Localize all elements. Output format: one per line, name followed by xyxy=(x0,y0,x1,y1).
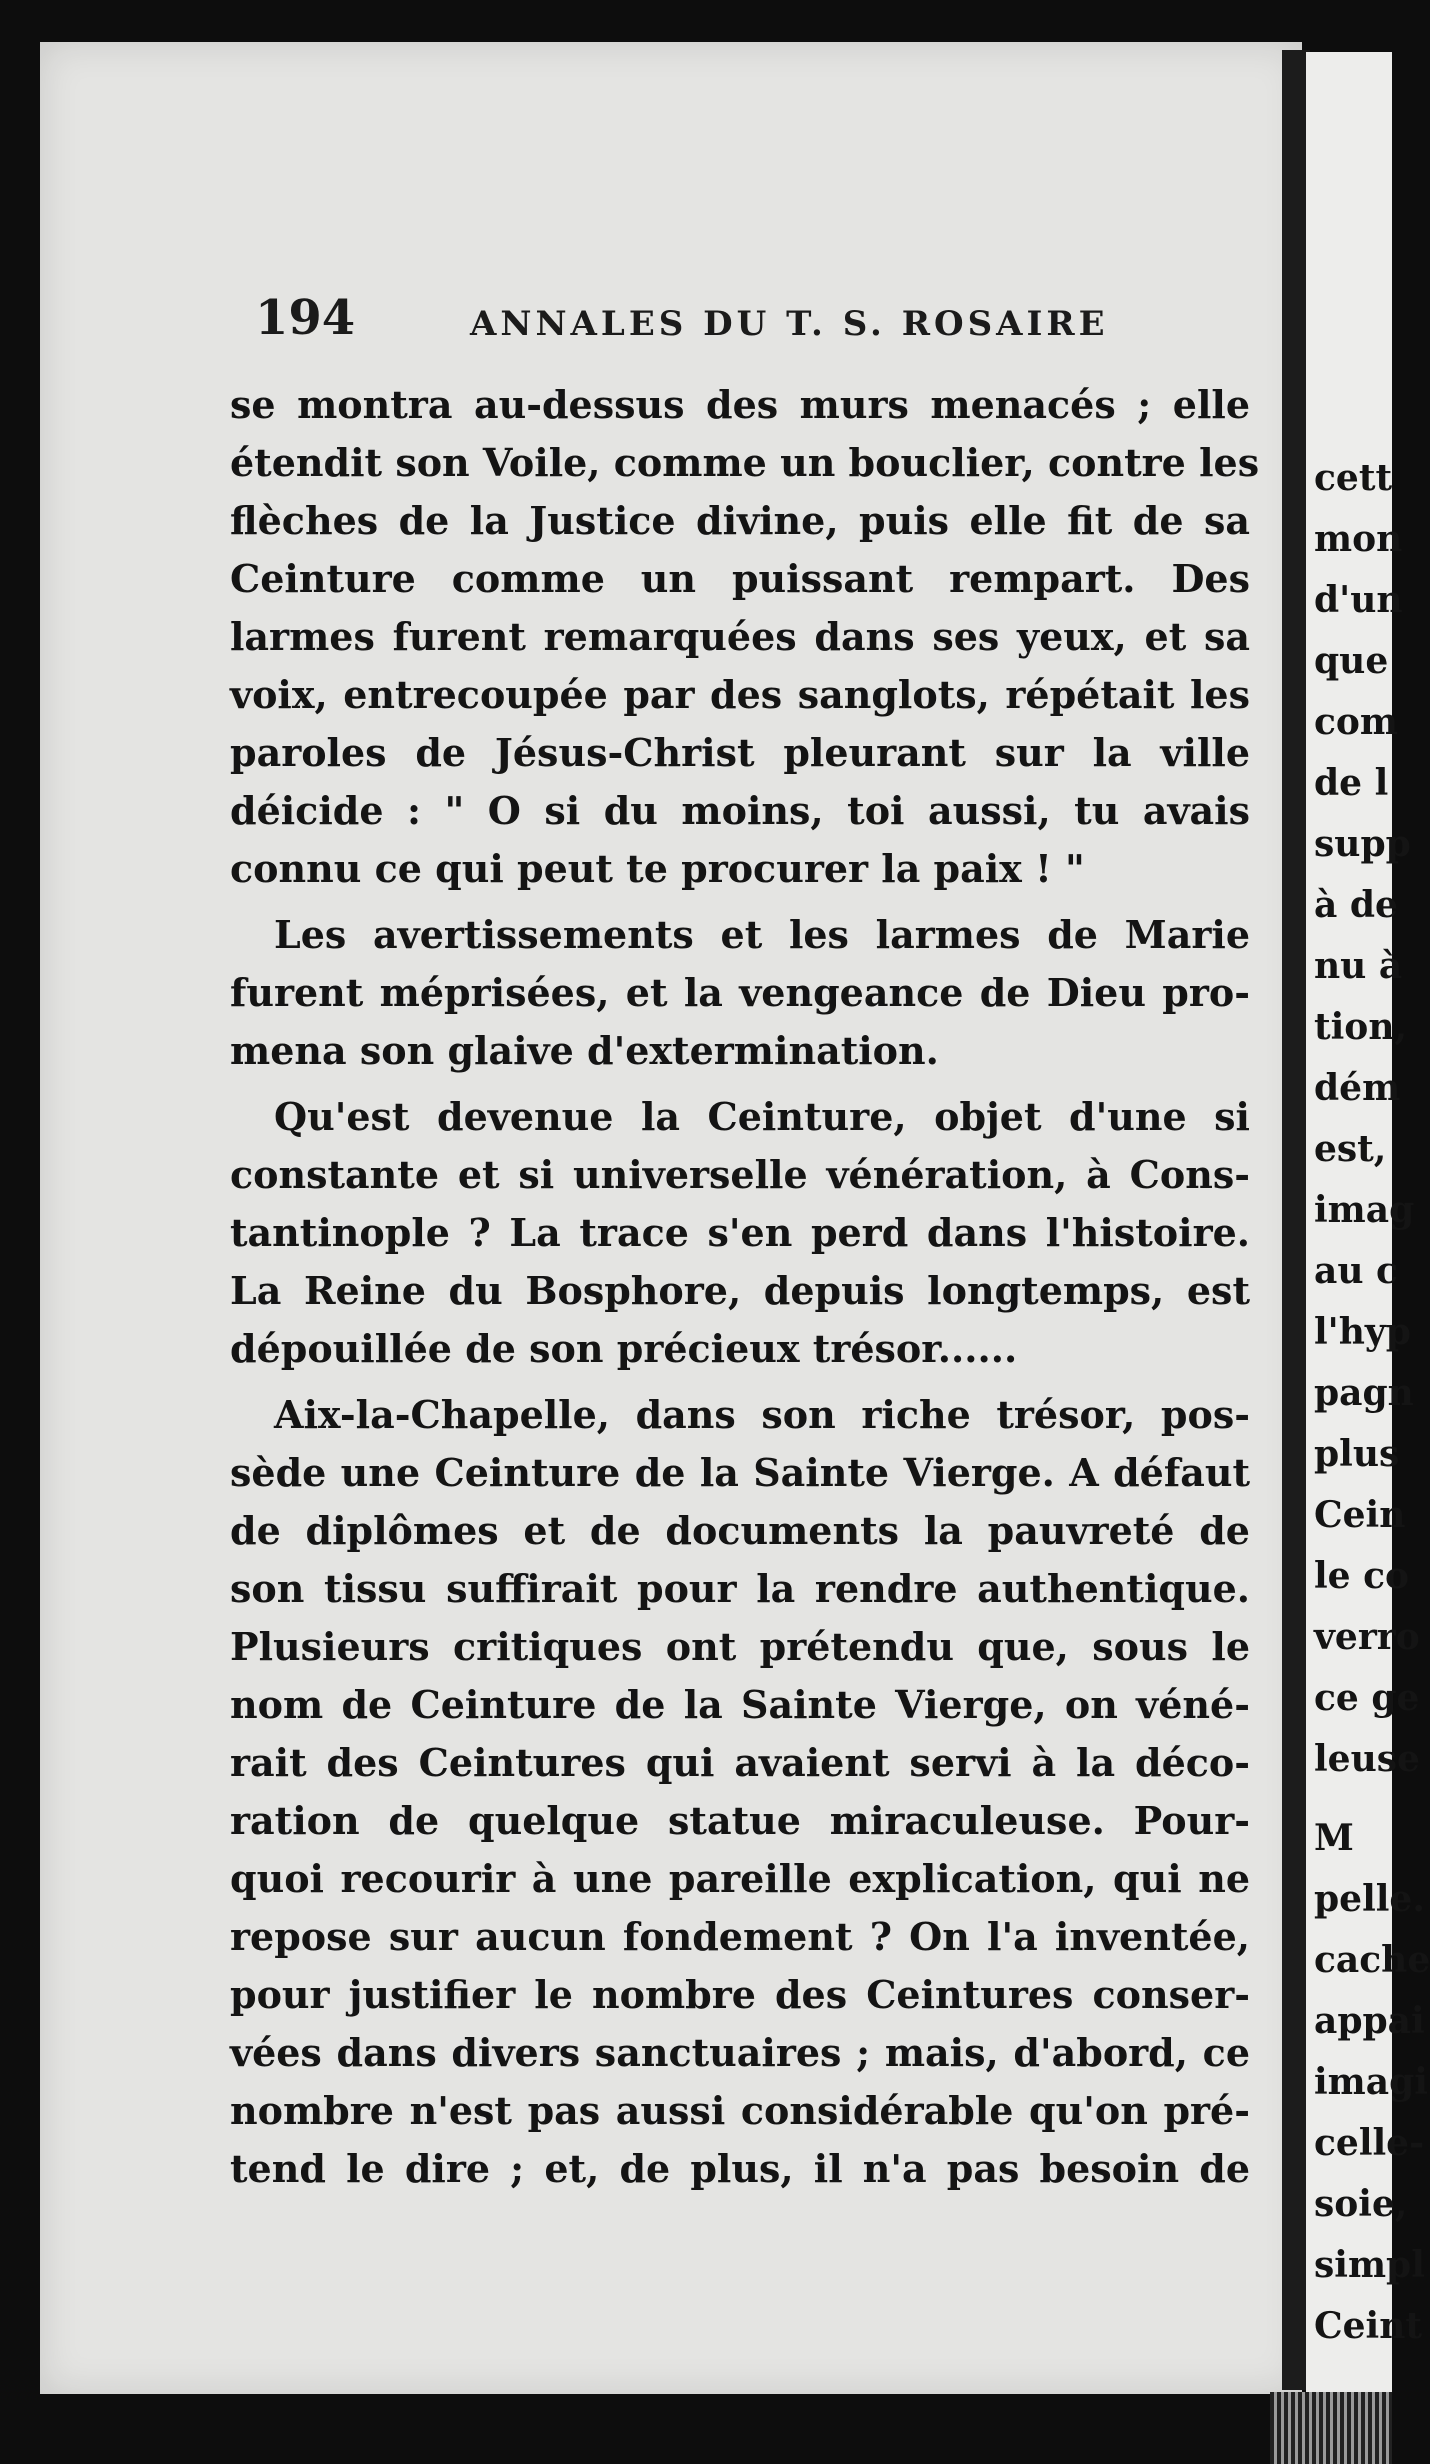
facing-page-fragment: de l xyxy=(1314,762,1389,804)
facing-page-fragment: imag xyxy=(1314,1189,1415,1231)
facing-page-fragment: au c xyxy=(1314,1250,1398,1292)
facing-page-fragment: pelle. xyxy=(1314,1878,1425,1920)
text-line: tantinople ? La trace s'en perd dans l'histoire. xyxy=(230,1210,1250,1255)
text-line: de diplômes et de documents la pauvreté de xyxy=(230,1508,1250,1553)
facing-page-fragment: supp xyxy=(1314,823,1411,865)
text-line: Qu'est devenue la Ceinture, objet d'une si xyxy=(274,1094,1250,1139)
facing-page-fragment: soie, xyxy=(1314,2183,1408,2225)
text-line: repose sur aucun fondement ? On l'a inventée, xyxy=(230,1914,1250,1959)
text-line: se montra au-dessus des murs menacés ; elle xyxy=(230,382,1250,427)
facing-page-fragment: leuse xyxy=(1314,1738,1420,1780)
text-line: Ceinture comme un puissant rempart. Des xyxy=(230,556,1250,601)
text-line: Aix-la-Chapelle, dans son riche trésor, pos- xyxy=(274,1392,1250,1437)
facing-page-fragment: dém xyxy=(1314,1067,1401,1109)
facing-page-fragment: simpl xyxy=(1314,2244,1425,2286)
facing-page-fragment: est, xyxy=(1314,1128,1387,1170)
facing-page-fragment: M xyxy=(1314,1817,1354,1859)
text-line: Plusieurs critiques ont prétendu que, sous le xyxy=(230,1624,1250,1669)
text-line: connu ce qui peut te procurer la paix ! " xyxy=(230,846,1085,891)
text-line: ration de quelque statue miraculeuse. Pour- xyxy=(230,1798,1250,1843)
text-line: étendit son Voile, comme un bouclier, contre les xyxy=(230,440,1260,485)
facing-page-fragment: plus xyxy=(1314,1433,1400,1475)
text-line: quoi recourir à une pareille explication, qui ne xyxy=(230,1856,1250,1901)
facing-page-fragment: d'un xyxy=(1314,579,1403,621)
text-line: rait des Ceintures qui avaient servi à la déco- xyxy=(230,1740,1250,1785)
facing-page-fragment: cache xyxy=(1314,1939,1430,1981)
text-line: furent méprisées, et la vengeance de Dieu pro- xyxy=(230,970,1250,1015)
text-line: paroles de Jésus-Christ pleurant sur la ville xyxy=(230,730,1250,775)
facing-page-fragment: imagi xyxy=(1314,2061,1428,2103)
text-line: voix, entrecoupée par des sanglots, répétait les xyxy=(230,672,1250,717)
facing-page-fragment: ce ge xyxy=(1314,1677,1420,1719)
page-number: 194 xyxy=(255,290,356,346)
text-line: nombre n'est pas aussi considérable qu'on pré- xyxy=(230,2088,1250,2133)
text-line: vées dans divers sanctuaires ; mais, d'abord, ce xyxy=(230,2030,1250,2075)
facing-page-fragment: nu à xyxy=(1314,945,1403,987)
facing-page-fragment: tion, xyxy=(1314,1006,1408,1048)
text-line: son tissu suffirait pour la rendre authentique. xyxy=(230,1566,1250,1611)
facing-page-fragment: pagn xyxy=(1314,1372,1414,1414)
text-line: sède une Ceinture de la Sainte Vierge. A défaut xyxy=(230,1450,1250,1495)
text-line: dépouillée de son précieux trésor...... xyxy=(230,1326,1018,1371)
text-line: larmes furent remarquées dans ses yeux, et sa xyxy=(230,614,1250,659)
facing-page-fragment: verro xyxy=(1314,1616,1420,1658)
text-line: La Reine du Bosphore, depuis longtemps, est xyxy=(230,1268,1250,1313)
facing-page-fragment: l'hyp xyxy=(1314,1311,1411,1353)
facing-page xyxy=(1306,52,1430,2392)
facing-page-fragment: com xyxy=(1314,701,1399,743)
text-line: flèches de la Justice divine, puis elle fit de sa xyxy=(230,498,1250,543)
facing-page-fragment: que xyxy=(1314,640,1389,682)
facing-page-fragment: celle- xyxy=(1314,2122,1425,2164)
text-line: mena son glaive d'extermination. xyxy=(230,1028,939,1073)
facing-page-fragment: Cein xyxy=(1314,1494,1406,1536)
facing-page-fragment: appai xyxy=(1314,2000,1425,2042)
text-line: Les avertissements et les larmes de Marie xyxy=(274,912,1250,957)
page-header xyxy=(255,290,1305,360)
text-line: tend le dire ; et, de plus, il n'a pas besoin de xyxy=(230,2146,1250,2191)
facing-page-fragment: Ceint xyxy=(1314,2305,1423,2347)
page-edges xyxy=(1270,2392,1392,2464)
facing-page-fragment: cett xyxy=(1314,457,1393,499)
text-line: nom de Ceinture de la Sainte Vierge, on véné- xyxy=(230,1682,1250,1727)
text-line: constante et si universelle vénération, à Cons- xyxy=(230,1152,1250,1197)
facing-page-fragment: à de xyxy=(1314,884,1398,926)
facing-page-fragment: mon xyxy=(1314,518,1403,560)
running-head: ANNALES DU T. S. ROSAIRE xyxy=(470,304,1109,344)
text-line: pour justifier le nombre des Ceintures conser- xyxy=(230,1972,1250,2017)
text-line: déicide : " O si du moins, toi aussi, tu avais xyxy=(230,788,1250,833)
facing-page-fragment: le co xyxy=(1314,1555,1410,1597)
